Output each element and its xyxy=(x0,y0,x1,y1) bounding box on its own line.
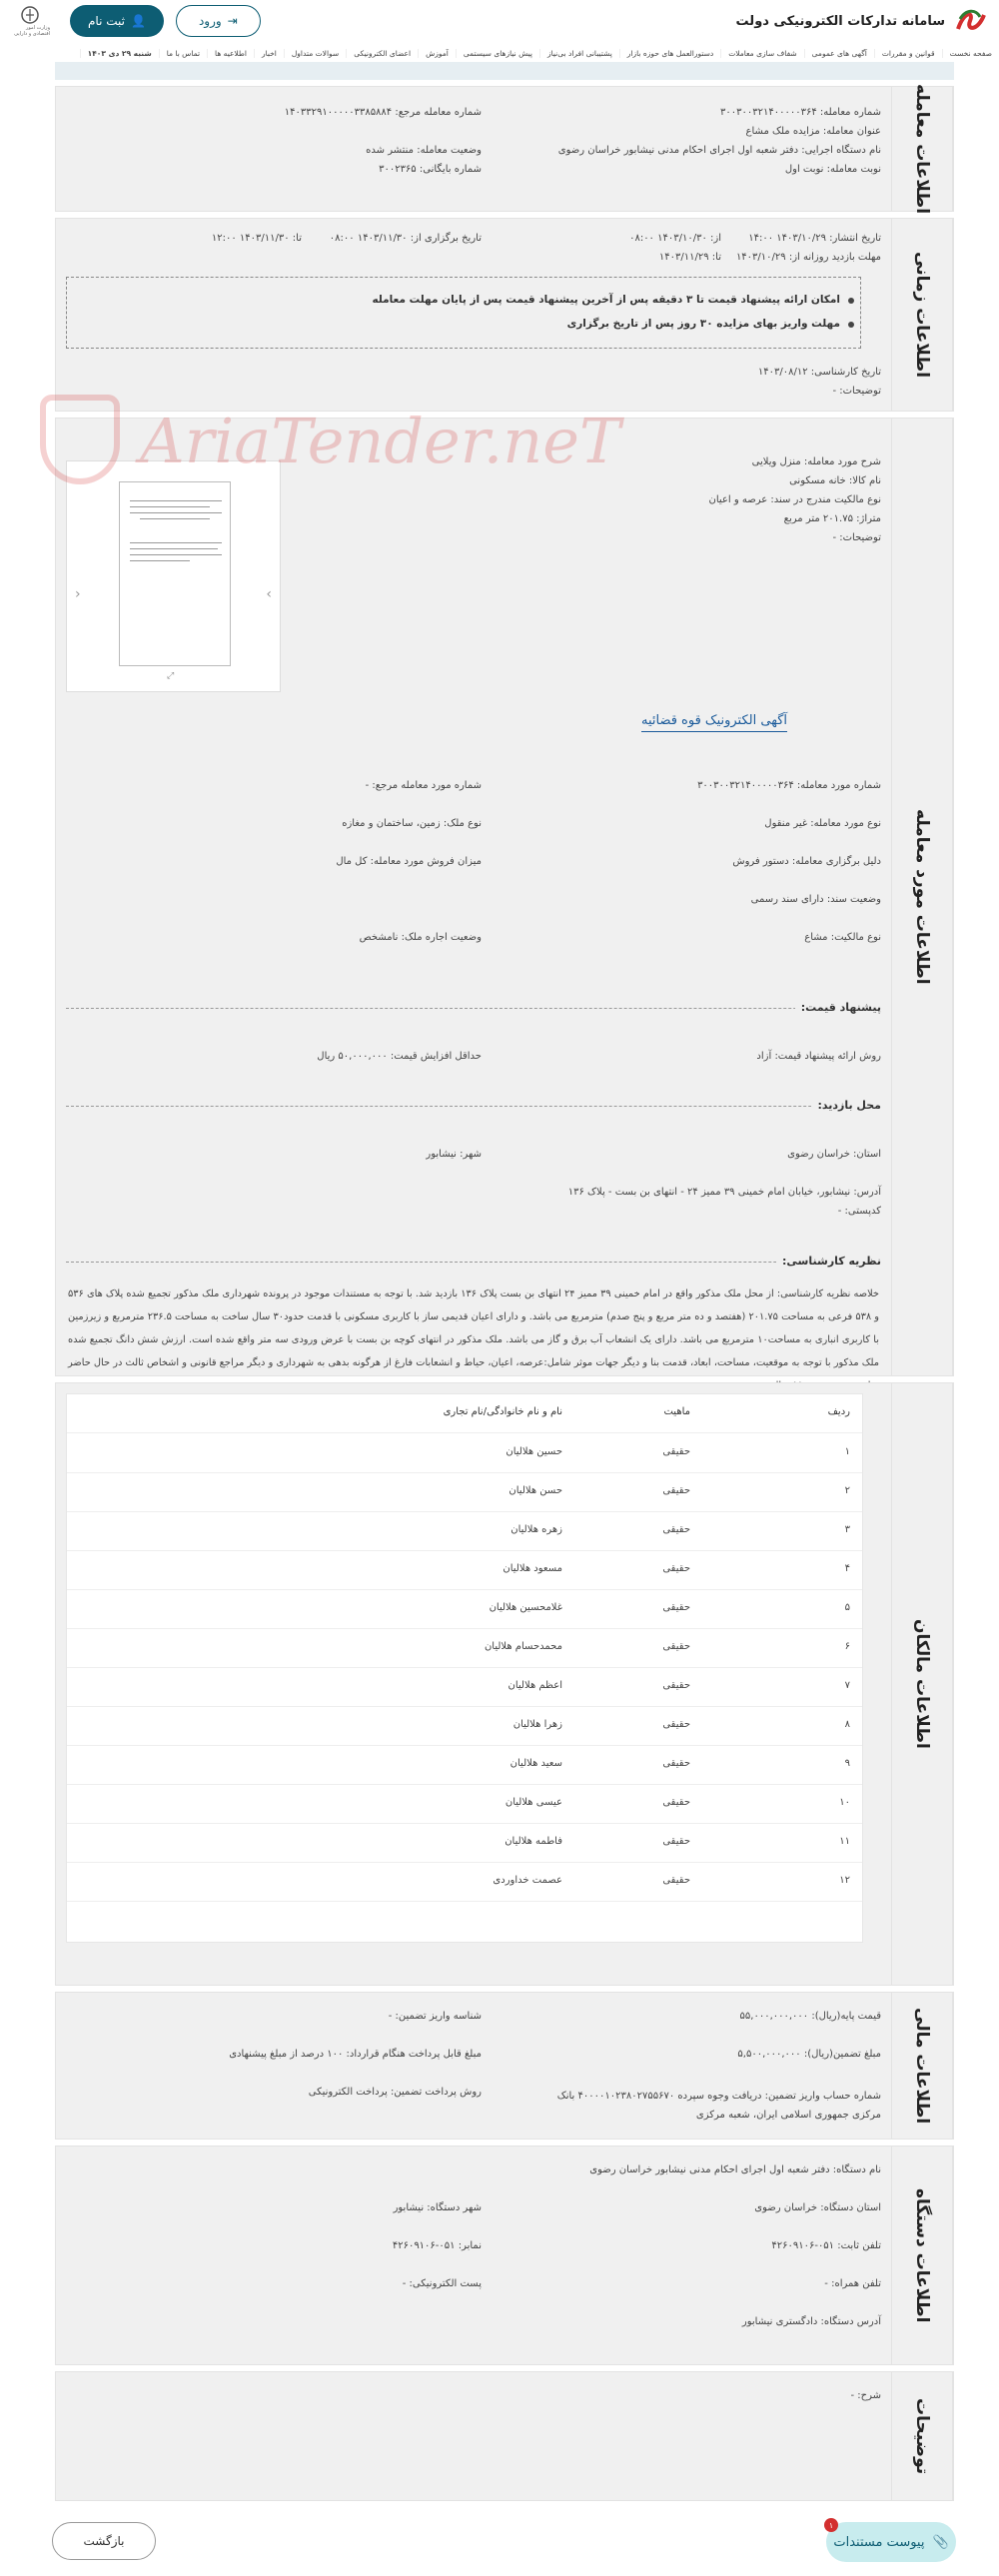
location-heading: محل بازدید: xyxy=(811,1099,881,1112)
table-header-row xyxy=(67,1394,862,1433)
table-cell: حقیقی xyxy=(662,1446,690,1457)
nav-item[interactable]: شفاف سازی معاملات xyxy=(720,49,803,58)
nav-item[interactable]: اخبار xyxy=(254,49,284,58)
column-header: ماهیت xyxy=(663,1406,690,1417)
nav-item[interactable]: صفحه نخست xyxy=(942,49,999,58)
deal-archive: شماره بایگانی: ۳۰۰۲۳۶۵ xyxy=(379,164,482,175)
table-cell: زهرا هلالیان xyxy=(512,1719,562,1730)
gallery-next-icon[interactable]: › xyxy=(266,586,272,602)
visit-to: تا: ۱۴۰۳/۱۱/۲۹ xyxy=(658,252,721,263)
register-button[interactable] xyxy=(70,5,164,37)
table-row xyxy=(67,1668,862,1707)
table-cell: ۹ xyxy=(844,1758,850,1769)
document-thumbnail[interactable] xyxy=(119,481,231,666)
deal-executor: نام دستگاه اجرایی: دفتر شعبه اول اجرای احکام مدنی نیشابور خراسان رضوی xyxy=(557,145,881,156)
org-section xyxy=(55,2146,954,2365)
org-fax: نمابر: ۰۵۱-۴۲۶۰۹۱۰۶ xyxy=(392,2240,482,2251)
item-section-title: اطلاعات مورد معامله xyxy=(891,419,953,1375)
payable-amount: مبلغ قابل پرداخت هنگام قرارداد: ۱۰۰ درصد از مبلغ پیشنهادی xyxy=(229,2049,482,2060)
table-row xyxy=(67,1590,862,1629)
table-cell: حقیقی xyxy=(662,1797,690,1808)
deal-number: شماره معامله: ۳۰۰۳۰۰۳۲۱۴۰۰۰۰۰۳۶۴ xyxy=(720,107,881,118)
divider xyxy=(66,1008,881,1009)
login-button[interactable] xyxy=(176,5,261,37)
item-share: میزان فروش مورد معامله: کل مال xyxy=(336,856,482,867)
brand-title: سامانه تدارکات الکترونیکی دولت xyxy=(735,13,945,29)
attachments-count-badge: ۱ xyxy=(824,2518,838,2532)
org-section-title: اطلاعات دستگاه xyxy=(891,2147,953,2364)
org-mobile: تلفن همراه: - xyxy=(824,2278,881,2289)
nav-item[interactable]: اعضای الکترونیکی xyxy=(346,49,418,58)
item-reason: دلیل برگزاری معامله: دستور فروش xyxy=(732,856,881,867)
timing-section xyxy=(55,218,954,412)
visit-deadline: مهلت بازدید روزانه از: ۱۴۰۳/۱۰/۲۹ xyxy=(735,252,881,263)
attachments-button[interactable] xyxy=(826,2522,956,2562)
location-city: شهر: نیشابور xyxy=(426,1149,482,1160)
table-cell: ۴ xyxy=(844,1563,850,1574)
table-row xyxy=(67,1785,862,1824)
table-cell: اعظم هلالیان xyxy=(507,1680,562,1691)
table-cell: ۲ xyxy=(844,1485,850,1496)
base-price: قیمت پایه(ریال): ۵۵,۰۰۰,۰۰۰,۰۰۰ xyxy=(739,2011,881,2022)
item-prop-type: نوع ملک: زمین، ساختمان و مغازه xyxy=(342,818,482,829)
table-cell: ۳ xyxy=(844,1524,850,1535)
column-header: نام و نام خانوادگی/نام تجاری xyxy=(443,1406,562,1417)
org-email: پست الکترونیکی: - xyxy=(402,2278,482,2289)
org-address: آدرس دستگاه: دادگستری نیشابور xyxy=(741,2316,881,2327)
table-cell: سعید هلالیان xyxy=(509,1758,562,1769)
holding-to: تا: ۱۴۰۳/۱۱/۳۰ ۱۲:۰۰ xyxy=(211,233,302,244)
table-cell: ۱۲ xyxy=(839,1875,850,1886)
nav-item[interactable]: اطلاعیه ها xyxy=(207,49,254,58)
guarantee-account: شماره حساب واریز تضمین: دریافت وجوه سپرده ۴۰۰۰۰۱۰۲۳۸۰۲۷۵۵۶۷۰ بانک مرکزی جمهوری اسلامی ایران، شعبه مرکزی xyxy=(556,2091,881,2121)
table-row xyxy=(67,1473,862,1512)
judiciary-ad-link[interactable]: آگهی الکترونیک قوه قضائیه xyxy=(641,713,787,732)
item-doc-status: وضعیت سند: دارای سند رسمی xyxy=(750,894,881,905)
item-rent: وضعیت اجاره ملک: نامشخص xyxy=(359,932,482,943)
expert-date: تاریخ کارشناسی: ۱۴۰۳/۰۸/۱۲ xyxy=(757,367,881,378)
item-desc: شرح مورد معامله: منزل ویلایی xyxy=(751,456,881,467)
nav-item[interactable]: آموزش xyxy=(418,49,456,58)
top-strip xyxy=(55,62,954,80)
table-cell: حقیقی xyxy=(662,1875,690,1886)
expert-heading: نظریه کارشناسی: xyxy=(776,1255,881,1268)
table-row xyxy=(67,1824,862,1863)
org-province: استان دستگاه: خراسان رضوی xyxy=(754,2202,881,2213)
deal-section-title: اطلاعات معامله xyxy=(891,87,953,211)
nav-item[interactable]: تماس با ما xyxy=(159,49,207,58)
table-row xyxy=(67,1707,862,1746)
item-own-type: نوع مالکیت: مشاع xyxy=(804,932,881,943)
guarantee-amount: مبلغ تضمین(ریال): ۵,۵۰۰,۰۰۰,۰۰۰ xyxy=(737,2049,881,2060)
owners-section-title: اطلاعات مالکان xyxy=(891,1383,953,1985)
login-icon: ⇥ xyxy=(227,14,238,28)
item-goods: نام کالا: خانه مسکونی xyxy=(789,475,881,486)
table-row xyxy=(67,1863,862,1902)
watermark-text: AriaTender.neT xyxy=(140,405,621,477)
user-plus-icon: 👤 xyxy=(130,14,146,28)
table-row xyxy=(67,1434,862,1473)
item-section xyxy=(55,418,954,1376)
deal-status: وضعیت معامله: منتشر شده xyxy=(366,145,482,156)
nav-item[interactable]: پیش نیازهای سیستمی xyxy=(456,49,539,58)
timing-desc: توضیحات: - xyxy=(832,386,881,397)
table-cell: حسین هلالیان xyxy=(505,1446,562,1457)
table-cell: ۵ xyxy=(844,1602,850,1613)
deal-ref-number: شماره معامله مرجع: ۱۴۰۳۳۲۹۱۰۰۰۰۰۳۳۸۵۸۸۴ xyxy=(284,107,482,118)
holding-date: تاریخ برگزاری از: ۱۴۰۳/۱۱/۳۰ ۰۸:۰۰ xyxy=(329,233,482,244)
table-cell: حسن هلالیان xyxy=(508,1485,562,1496)
table-cell: ۶ xyxy=(844,1641,850,1652)
bid-method: روش ارائه پیشنهاد قیمت: آزاد xyxy=(756,1051,881,1062)
table-cell: محمدحسام هلالیان xyxy=(484,1641,562,1652)
item-number: شماره مورد معامله: ۳۰۰۳۰۰۳۲۱۴۰۰۰۰۰۳۶۴ xyxy=(697,780,881,791)
item-notes: توضیحات: - xyxy=(832,532,881,543)
divider xyxy=(66,1106,881,1107)
deal-round: نوبت معامله: نوبت اول xyxy=(784,164,881,175)
description-section xyxy=(55,2371,954,2501)
table-cell: فاطمه هلالیان xyxy=(504,1836,562,1847)
document-image-gallery[interactable] xyxy=(66,460,281,692)
expert-summary: خلاصه نظریه کارشناسی: از محل ملک مذکور واقع در امام خمینی ۳۹ ممیز ۲۴ انتهای بن بست پلاک ۱۳۶ بازدید شد. با توجه به مستندات موجود در پرونده شهرداری ملک مذکور تجمیع شده پلاک های ۵۳۶ و ۵۳۸ فرعی به مساحت ۲۰۱.۷۵ (هفتصد و ده متر مربع و پنج صدم) مترمربع می باشد. و دارای اعیان قدیمی ساز با کاربری مسکونی با قدمت حدود۳۰ سال ساخت به مساحت ۲۳۶.۵ مترمربع و زیرزمین با کاربری انباری به مساحت۱۰ مترمربع می باشد. دارای یک انشعاب آب برق و گاز می باشد. ملک مذکور در انتهای کوچه بن بست با عرض ورودی سه متر واقع شده است. ارزش شش دانگ تجمیع شده ملک مذکور با توجه به موقعیت، مساحت، ابعاد، قدمت بنا و دیگر جهات موثر شامل:عرصه، اعیان، حیاط و انشعابات فارغ از هرگونه بدهی به شهرداری و دیگر مراجع قانونی و اشخاص ثالث در حال حاضر xyxy=(68,1288,880,1368)
finance-section-title: اطلاعات مالی xyxy=(891,1993,953,2139)
nav-item[interactable]: پشتیبانی افراد بی‌نیاز xyxy=(539,49,619,58)
column-header: ردیف xyxy=(827,1406,850,1417)
table-cell: غلامحسین هلالیان xyxy=(489,1602,562,1613)
table-cell: حقیقی xyxy=(662,1758,690,1769)
table-row xyxy=(67,1746,862,1785)
table-cell: ۱۰ xyxy=(839,1797,850,1808)
register-label: ثبت نام xyxy=(88,14,125,28)
description-section-title: توضیحات xyxy=(891,2372,953,2500)
table-row xyxy=(67,1551,862,1590)
table-cell: عصمت خداوردی xyxy=(493,1875,562,1886)
table-cell: زهره هلالیان xyxy=(510,1524,562,1535)
item-ownership: نوع مالکیت مندرج در سند: عرصه و اعیان xyxy=(708,494,881,505)
item-area: متراژ: ۲۰۱.۷۵ متر مربع xyxy=(783,513,881,524)
table-cell: مسعود هلالیان xyxy=(502,1563,562,1574)
price-heading: پیشنهاد قیمت: xyxy=(795,1001,881,1014)
table-cell: عیسی هلالیان xyxy=(504,1797,562,1808)
org-phone: تلفن ثابت: ۰۵۱-۴۲۶۰۹۱۰۶ xyxy=(771,2240,881,2251)
attachments-label: پیوست مستندات xyxy=(833,2534,925,2550)
deal-section xyxy=(55,83,954,215)
table-cell: حقیقی xyxy=(662,1563,690,1574)
login-label: ورود xyxy=(198,14,222,28)
back-button[interactable]: بازگشت xyxy=(52,2522,156,2560)
table-cell: حقیقی xyxy=(662,1524,690,1535)
visit-start: از: ۱۴۰۳/۱۰/۳۰ ۰۸:۰۰ xyxy=(629,233,721,244)
table-row xyxy=(67,1512,862,1551)
table-cell: ۷ xyxy=(844,1680,850,1691)
table-row xyxy=(67,1629,862,1668)
min-increase: حداقل افزایش قیمت: ۵۰,۰۰۰,۰۰۰ ریال xyxy=(317,1051,482,1062)
main-nav xyxy=(0,44,999,62)
nav-item[interactable]: دستورالعمل های حوزه بازار xyxy=(619,49,720,58)
notice-item: امکان ارائه پیشنهاد قیمت تا ۳ دقیقه پس از آخرین پیشنهاد قیمت پس از پایان مهلت معامله xyxy=(372,294,840,306)
deal-title: عنوان معامله: مزایده ملک مشاع xyxy=(745,126,881,137)
table-cell: ۸ xyxy=(844,1719,850,1730)
emblem-icon xyxy=(18,5,42,25)
table-cell: حقیقی xyxy=(662,1641,690,1652)
table-cell: حقیقی xyxy=(662,1602,690,1613)
notice-item: مهلت واریز بهای مزایده ۳۰ روز پس از تاریخ برگزاری xyxy=(566,318,840,330)
notice-box xyxy=(66,277,861,349)
description-text: شرح: - xyxy=(850,2390,881,2401)
nav-item[interactable]: آگهی های عمومی xyxy=(804,49,874,58)
table-cell: ۱۱ xyxy=(839,1836,850,1847)
table-cell: حقیقی xyxy=(662,1836,690,1847)
footer-actions xyxy=(0,2522,999,2562)
guarantee-id: شناسه واریز تضمین: - xyxy=(388,2011,482,2022)
publish-date: تاریخ انتشار: ۱۴۰۳/۱۰/۲۹ ۱۴:۰۰ xyxy=(748,233,881,244)
setad-logo-icon xyxy=(953,6,989,36)
org-name: نام دستگاه: دفتر شعبه اول اجرای احکام مدنی نیشابور خراسان رضوی xyxy=(589,2164,881,2175)
location-address: آدرس: نیشابور، خیابان امام خمینی ۳۹ ممیز ۲۴ - انتهای بن بست - پلاک ۱۳۶ xyxy=(567,1187,881,1198)
location-province: استان: خراسان رضوی xyxy=(787,1149,881,1160)
table-cell: حقیقی xyxy=(662,1719,690,1730)
nav-date: شنبه ۲۹ دی ۱۴۰۳ xyxy=(80,49,159,58)
paperclip-icon: 📎 xyxy=(932,2534,949,2550)
table-cell: حقیقی xyxy=(662,1680,690,1691)
nav-item[interactable]: قوانین و مقررات xyxy=(874,49,942,58)
owners-section xyxy=(55,1382,954,1986)
top-header xyxy=(0,0,999,42)
nav-item[interactable]: سوالات متداول xyxy=(284,49,346,58)
org-city: شهر دستگاه: نیشابور xyxy=(393,2202,482,2213)
item-ref-number: شماره مورد معامله مرجع: - xyxy=(365,780,482,791)
brand[interactable] xyxy=(736,6,989,36)
table-cell: ۱ xyxy=(844,1446,850,1457)
gallery-prev-icon[interactable]: ‹ xyxy=(75,586,81,602)
location-postal: کدپستی: - xyxy=(837,1206,881,1217)
timing-section-title: اطلاعات زمانی xyxy=(891,219,953,411)
table-cell: حقیقی xyxy=(662,1485,690,1496)
item-type: نوع مورد معامله: غیر منقول xyxy=(764,818,881,829)
owners-table xyxy=(66,1393,863,1943)
finance-section xyxy=(55,1992,954,2140)
divider xyxy=(66,1262,881,1263)
emblem-text: وزارت امور اقتصادی و دارایی xyxy=(14,25,50,37)
expand-icon[interactable]: ⤢ xyxy=(167,671,175,681)
payment-method: روش پرداخت تضمین: پرداخت الکترونیکی xyxy=(308,2087,482,2098)
ministry-emblem xyxy=(10,3,50,39)
